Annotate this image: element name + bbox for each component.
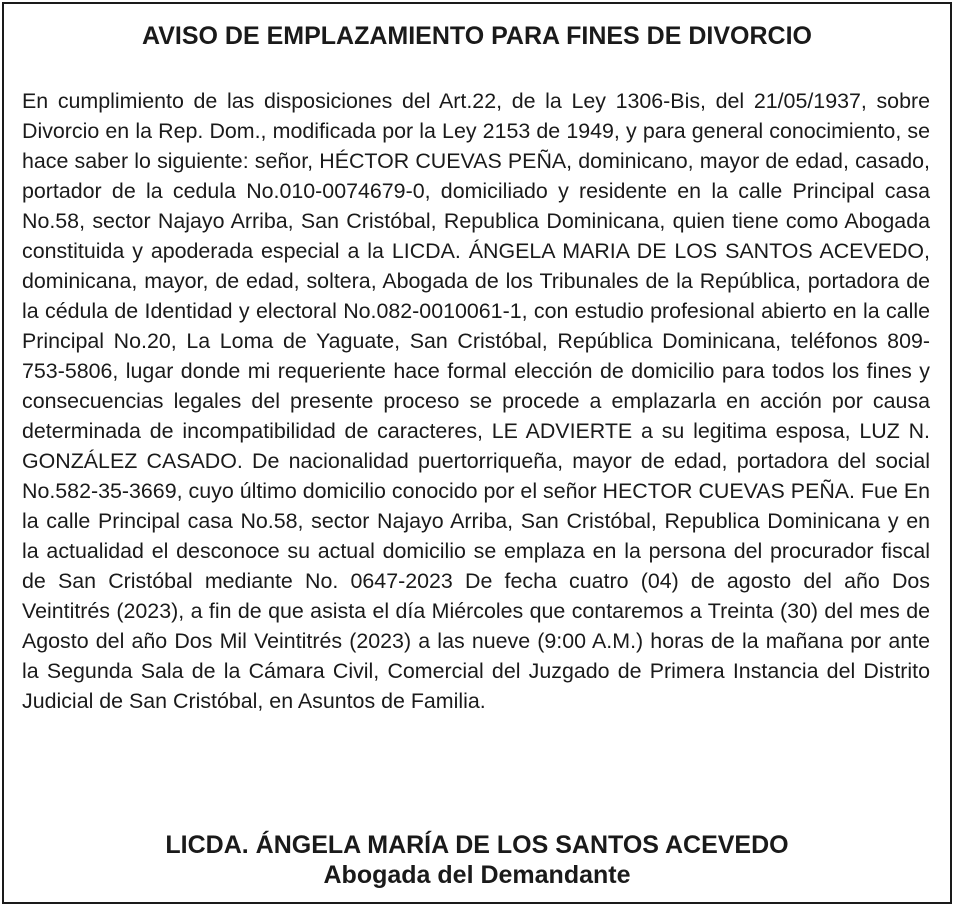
signature-role: Abogada del Demandante (323, 861, 631, 889)
signature-name: LICDA. ÁNGELA MARÍA DE LOS SANTOS ACEVEDO (165, 831, 789, 859)
signature-block (4, 830, 950, 890)
notice-title: AVISO DE EMPLAZAMIENTO PARA FINES DE DIVORCIO (142, 22, 812, 50)
notice-body: En cumplimiento de las disposiciones del Art.22, de la Ley 1306-Bis, del 21/05/1937, sobre Divorcio en la Rep. Dom., modificada por la Ley 2153 de 1949, y para general conocimiento, se hace saber lo siguiente: señor, HÉCTOR CUEVAS PEÑA, dominicano, mayor de edad, casado, portador de la cedula No.010-0074679-0, domiciliado y residente en la calle Principal casa No.58, sector Najayo Arriba, San Cristóbal, Republica Dominicana, quien tiene como Abogada constituida y apoderada especial a la LICDA. ÁNGELA MARIA DE LOS SANTOS ACEVEDO, dominicana, mayor, de edad, soltera, Abogada de los Tribunales de la República, portadora de la cédula de Identidad y electoral No.082-0010061-1, con estudio profesional abierto en la calle Principal No.20, La Loma de Yaguate, San Cristóbal, República Dominicana, teléfonos 809-753-5806, lugar donde mi requeriente hace formal elección de domicilio para todos los fines y consecuencias legales del presente proceso se procede a emplazarla en acción por causa determinada de incompatibilidad de caracteres, LE ADVIERTE a su legitima esposa, LUZ N. GONZÁLEZ CASADO. De nacionalidad puertorriqueña, mayor de edad, portadora del social No.582-35-3669, cuyo último domicilio conocido por el señor HECTOR CUEVAS PEÑA. Fue En la calle Principal casa No.58, sector Najayo Arriba, San Cristóbal, Republica Dominicana y en la actualidad el desconoce su actual domicilio se emplaza en la persona del procurador fiscal de San Cristóbal mediante No. 0647-2023 De fecha cuatro (04) de agosto del año Dos Veintitrés (2023), a fin de que asista el día Miércoles que contaremos a Treinta (30) del mes de Agosto del año Dos Mil Veintitrés (2023) a las nueve (9:00 A.M.) horas de la mañana por ante la Segunda Sala de la Cámara Civil, Comercial del Juzgado de Primera Instancia del Distrito Judicial de San Cristóbal, en Asuntos de Familia. (22, 89, 930, 713)
legal-notice (2, 2, 952, 904)
